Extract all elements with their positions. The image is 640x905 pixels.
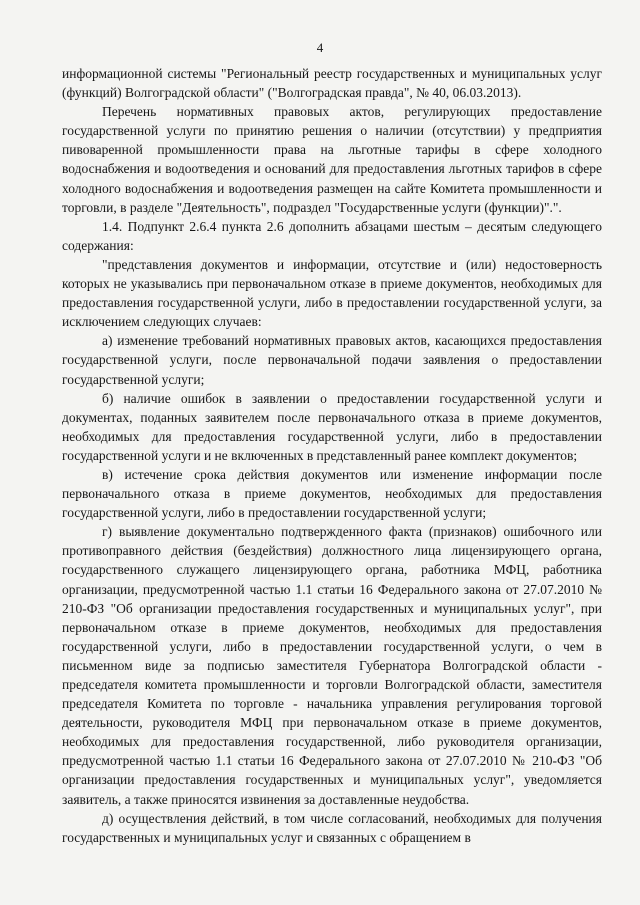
paragraph-item-a: а) изменение требований нормативных правовых актов, касающихся предоставления государственной услуги, после первоначальной подачи заявления о предоставлении государственной услуги;: [62, 333, 602, 387]
paragraph-registry-source: информационной системы "Региональный реестр государственных и муниципальных услуг (функций) Волгоградской области" ("Волгоградская правда", № 40, 06.03.2013).: [62, 66, 602, 101]
paragraph-legal-acts-list: Перечень нормативных правовых актов, регулирующих предоставление государственной услуги по принятию решения о наличии (отсутствии) у предприятия пивоваренной промышленности права на льготные тарифы в сфере холодного водоснабжения и водоотведения и оснований для предоставления льготных тарифов в сфере холодного водоснабжения и водоотведения размещен на сайте Комитета промышленности и торговли, в разделе "Деятельность", подраздел "Государственные услуги (функции)".".: [62, 104, 602, 215]
paragraph-amendment-1-4: 1.4. Подпункт 2.6.4 пункта 2.6 дополнить абзацами шестым – десятым следующего содержания:: [62, 218, 602, 253]
paragraph-quoted-intro: "представления документов и информации, отсутствие и (или) недостоверность которых не указывались при первоначальном отказе в приеме документов, необходимых для предоставления государственной услуги, либо в предоставлении государственной услуги, за исключением следующих случаев:: [62, 256, 602, 330]
paragraph-item-g: г) выявление документально подтвержденного факта (признаков) ошибочного или противоправного действия (бездействия) должностного лица лицензирующего органа, государственного служащего лицензирующего органа, работника МФЦ, работника организации, предусмотренной частью 1.1 статьи 16 Федерального закона от 27.07.2010 № 210-ФЗ "Об организации предоставления государственных и муниципальных услуг", при первоначальном отказе в приеме документов, необходимых для предоставления государственной услуги, либо в предоставлении государственной услуги, о чем в письменном виде за подписью заместителя Губернатора Волгоградской области - председателя комитета промышленности и торговли Волгоградской области, заместителя председателя Комитета по торговле - начальника управления регулирования торговой деятельности, руководителя МФЦ при первоначальном отказе в приеме документов, необходимых для предоставления государственной, либо руководителя организации, предусмотренной частью 1.1 статьи 16 Федерального закона от 27.07.2010 № 210-ФЗ "Об организации предоставления государственных и муниципальных услуг", уведомляется заявитель, а также приносятся извинения за доставленные неудобства.: [62, 524, 602, 807]
paragraph-item-v: в) истечение срока действия документов или изменение информации после первоначального отказа в приеме документов, необходимых для предоставления государственной услуги, либо в предоставлении государственной услуги;: [62, 466, 602, 521]
paragraph-item-d: д) осуществления действий, в том числе согласований, необходимых для получения государственных и муниципальных услуг и связанных с обращением в: [62, 810, 602, 845]
page-number: 4: [316, 40, 324, 55]
paragraph-item-b: б) наличие ошибок в заявлении о предоставлении государственной услуги и документах, поданных заявителем после первоначального отказа в приеме документов, необходимых для предоставления государственной услуги, либо в предоставлении государственной услуги и не включенных в представленный ранее комплект документов;: [62, 390, 602, 463]
document-body: [62, 64, 602, 847]
